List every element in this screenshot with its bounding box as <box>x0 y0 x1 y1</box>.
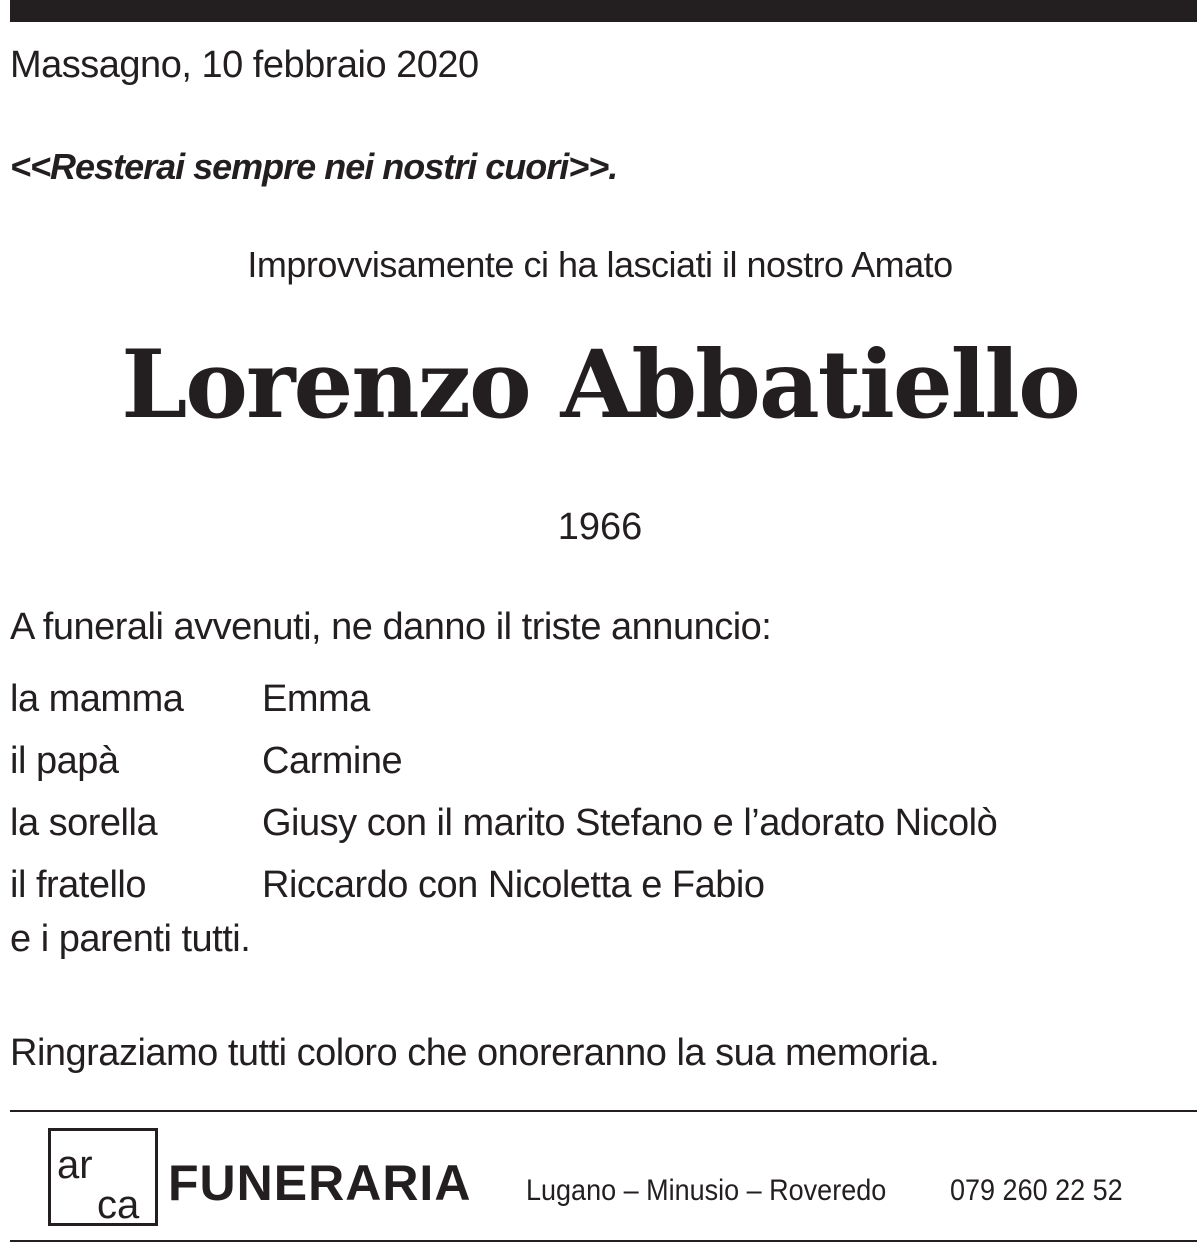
footer-bottom-rule <box>10 1240 1197 1242</box>
funeraria-label: FUNERARIA <box>168 1155 472 1211</box>
family-row-mother <box>10 668 1190 730</box>
funeral-home-locations: Lugano – Minusio – Roveredo <box>526 1174 887 1207</box>
top-rule <box>10 0 1197 22</box>
family-role: il papà <box>10 739 119 782</box>
logo-text-ca: ca <box>97 1183 140 1227</box>
arca-logo <box>48 1128 158 1226</box>
family-row-father <box>10 730 1190 792</box>
family-row-brother <box>10 854 1190 916</box>
deceased-name: Lorenzo Abbatiello <box>121 330 1079 440</box>
family-names: Giusy con il marito Stefano e l’adorato Nicolò <box>262 801 998 844</box>
family-list <box>10 668 1190 916</box>
announcement-text: A funerali avvenuti, ne danno il triste annuncio: <box>10 606 772 648</box>
family-row-sister <box>10 792 1190 854</box>
funeral-home-footer <box>48 1128 1188 1228</box>
family-role: la sorella <box>10 801 158 844</box>
closing-relatives: e i parenti tutti. <box>10 918 251 960</box>
family-role: la mamma <box>10 677 184 720</box>
family-names: Riccardo con Nicoletta e Fabio <box>262 863 765 906</box>
family-role: il fratello <box>10 863 146 906</box>
footer-top-rule <box>10 1110 1197 1112</box>
logo-text-ar: ar <box>57 1143 93 1187</box>
intro-text: Improvvisamente ci ha lasciati il nostro Amato <box>247 244 953 285</box>
funeral-home-phone: 079 260 22 52 <box>950 1174 1123 1207</box>
family-names: Emma <box>262 677 370 720</box>
memorial-quote: <<Resterai sempre nei nostri cuori>>. <box>10 146 618 187</box>
birth-year: 1966 <box>557 506 643 548</box>
thanks-text: Ringraziamo tutti coloro che onoreranno la sua memoria. <box>10 1032 940 1074</box>
place-date: Massagno, 10 febbraio 2020 <box>10 44 479 86</box>
family-names: Carmine <box>262 739 403 782</box>
